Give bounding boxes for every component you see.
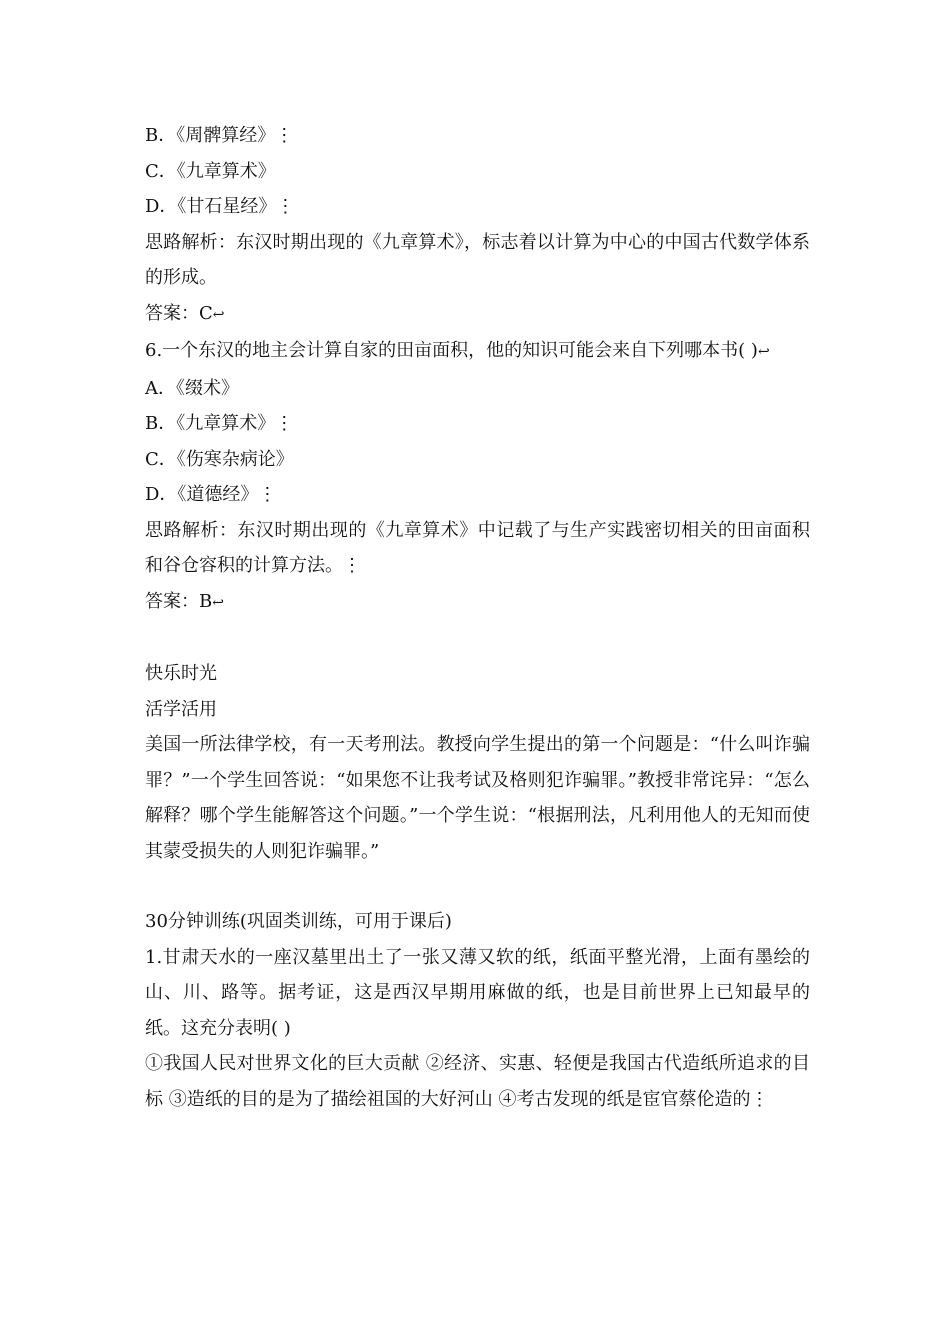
scroll-mark-icon: ↩ — [212, 594, 224, 611]
q5-answer: 答案：C — [145, 302, 213, 324]
training-heading: 30分钟训练(巩固类训练，可用于课后) — [145, 911, 452, 932]
q6-question: 6.一个东汉的地主会计算自家的田亩面积，他的知识可能会来自下列哪本书( ) — [145, 340, 758, 361]
q6-analysis: 思路解析：东汉时期出现的《九章算术》中记载了与生产实践密切相关的田亩面积和谷仓容积的计算方法。⋮ — [145, 519, 810, 576]
q5-option-b: B．《周髀算经》⋮ — [145, 125, 294, 146]
spacer — [145, 869, 810, 904]
q6-option-c: C．《伤寒杂病论》 — [145, 448, 294, 470]
training-q1-choices: ①我国人民对世界文化的巨大贡献 ②经济、实惠、轻便是我国古代造纸所追求的目标 ③造纸的目的是为了描绘祖国的大好河山 ④考古发现的纸是宦官蔡伦造的⋮ — [145, 1053, 810, 1110]
q6-option-b: B．《九章算术》⋮ — [145, 413, 294, 434]
document-content — [145, 118, 810, 1117]
training-q1: 1.甘肃天水的一座汉墓里出土了一张又薄又软的纸，纸面平整光滑，上面有墨绘的山、川、路等。据考证，这是西汉早期用麻做的纸，也是目前世界上已知最早的纸。这充分表明( ) — [145, 946, 810, 1039]
scroll-mark-icon: ↩ — [212, 306, 225, 323]
q5-analysis: 思路解析：东汉时期出现的《九章算术》，标志着以计算为中心的中国古代数学体系的形成。 — [145, 231, 810, 288]
happy-subheading: 活学活用 — [145, 698, 217, 720]
q6-answer-line — [145, 584, 810, 622]
q6-option-a: A．《缀术》 — [145, 377, 239, 399]
happy-heading: 快乐时光 — [145, 663, 217, 684]
scroll-mark-icon: ↩ — [757, 344, 770, 360]
q5-option-c: C．《九章算术》 — [145, 160, 276, 182]
q5-answer-line — [145, 296, 810, 334]
q6-option-d: D．《道德经》⋮ — [145, 484, 277, 505]
spacer — [145, 621, 810, 656]
q6-question-line — [145, 333, 810, 371]
happy-story: 美国一所法律学校，有一天考刑法。教授向学生提出的第一个问题是：“什么叫诈骗罪？”一个学生回答说：“如果您不让我考试及格则犯诈骗罪。”教授非常诧异：“怎么解释？哪个学生能解答这个问题。”一个学生说：“根据刑法，凡利用他人的无知而使其蒙受损失的人则犯诈骗罪。” — [145, 734, 810, 862]
q5-option-d: D．《甘石星经》⋮ — [145, 196, 295, 217]
q6-answer: 答案：B — [145, 590, 213, 612]
